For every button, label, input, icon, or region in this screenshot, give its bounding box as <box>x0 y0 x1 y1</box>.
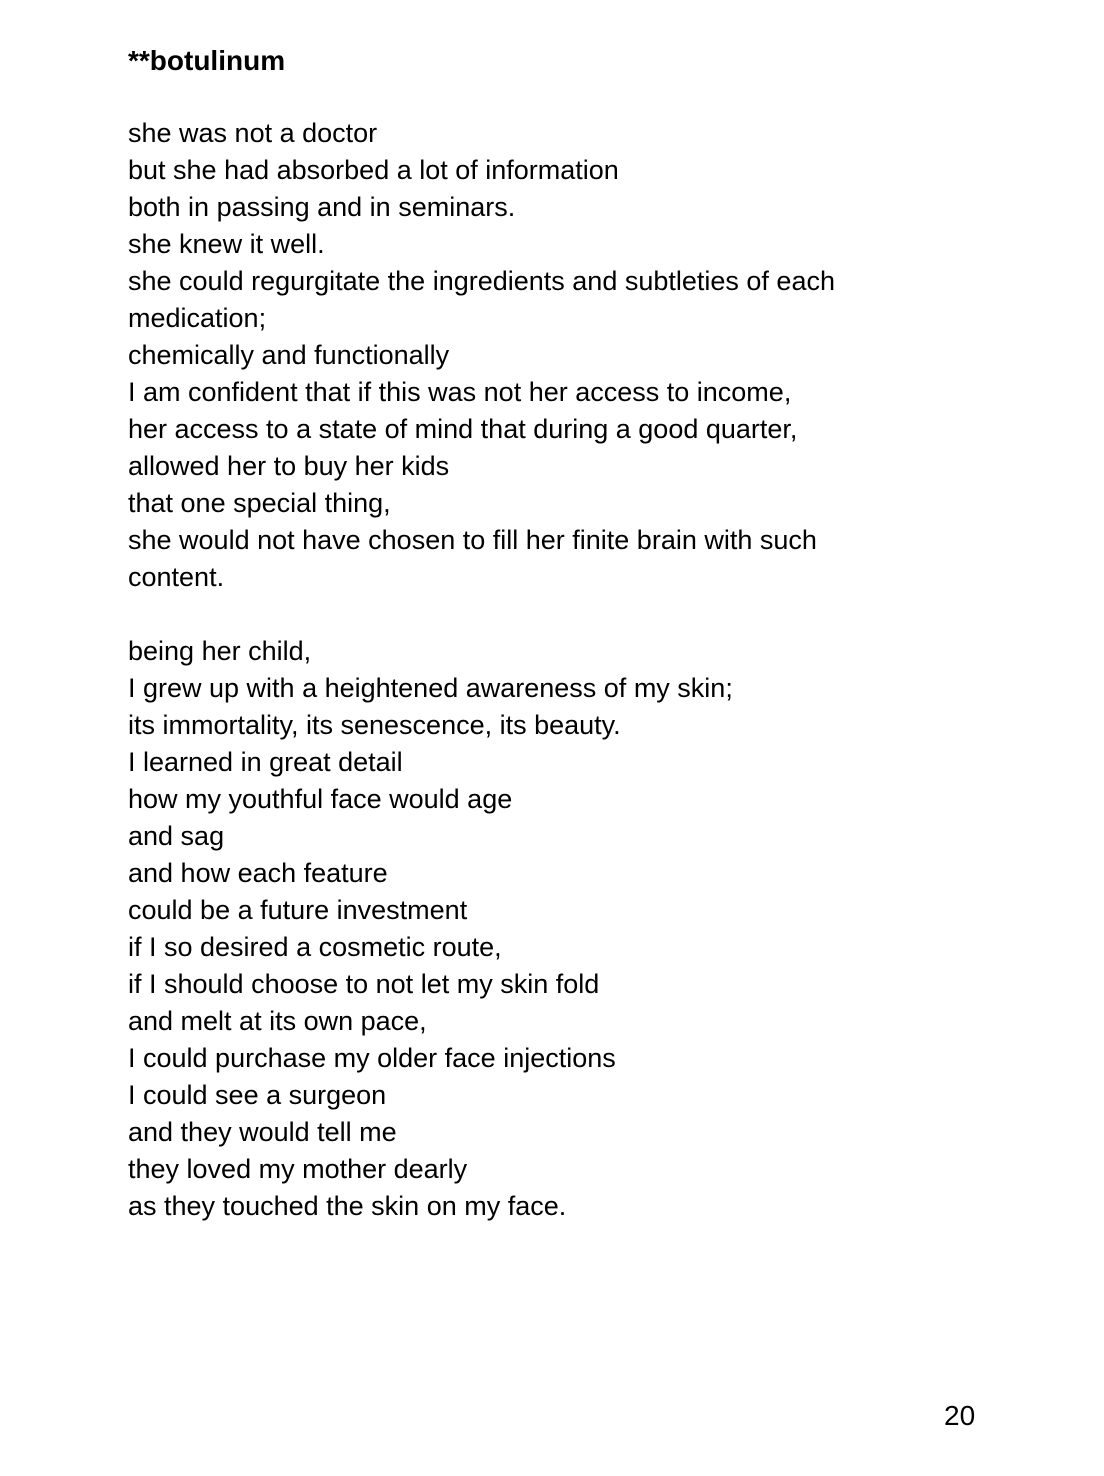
poem-line: allowed her to buy her kids <box>128 451 450 481</box>
poem-line: I learned in great detail <box>128 747 403 777</box>
poem-line: and they would tell me <box>128 1117 397 1147</box>
poem-line: she would not have chosen to fill her finite brain with such <box>128 525 817 555</box>
poem-line: chemically and functionally <box>128 340 450 370</box>
poem-line: content. <box>128 562 225 592</box>
poem-line: both in passing and in seminars. <box>128 192 516 222</box>
poem-line: that one special thing, <box>128 488 391 518</box>
poem-body <box>128 115 1028 1225</box>
poem-line: if I so desired a cosmetic route, <box>128 932 502 962</box>
poem-title: **botulinum <box>128 45 286 76</box>
poem-line: and how each feature <box>128 858 388 888</box>
poem-line: if I should choose to not let my skin fold <box>128 969 600 999</box>
poem-line: could be a future investment <box>128 895 468 925</box>
poem-line: and melt at its own pace, <box>128 1006 427 1036</box>
poem-line: her access to a state of mind that during a good quarter, <box>128 414 798 444</box>
poem-line: I am confident that if this was not her access to income, <box>128 377 792 407</box>
poem-line: they loved my mother dearly <box>128 1154 468 1184</box>
poem-line: she could regurgitate the ingredients and subtleties of each <box>128 266 835 296</box>
page-number: 20 <box>944 1400 976 1431</box>
poem-line: how my youthful face would age <box>128 784 513 814</box>
poem-line: she was not a doctor <box>128 118 378 148</box>
poem-line: she knew it well. <box>128 229 325 259</box>
poem-line: as they touched the skin on my face. <box>128 1191 567 1221</box>
poem-line: but she had absorbed a lot of information <box>128 155 619 185</box>
poem-line: its immortality, its senescence, its beauty. <box>128 710 621 740</box>
poem-line: medication; <box>128 303 267 333</box>
poem-line: being her child, <box>128 636 312 666</box>
stanza <box>128 115 1028 596</box>
poem-line: I could purchase my older face injections <box>128 1043 616 1073</box>
stanza <box>128 633 1028 1225</box>
poem-line: and sag <box>128 821 225 851</box>
poem-line: I could see a surgeon <box>128 1080 387 1110</box>
poem-line: I grew up with a heightened awareness of my skin; <box>128 673 733 703</box>
